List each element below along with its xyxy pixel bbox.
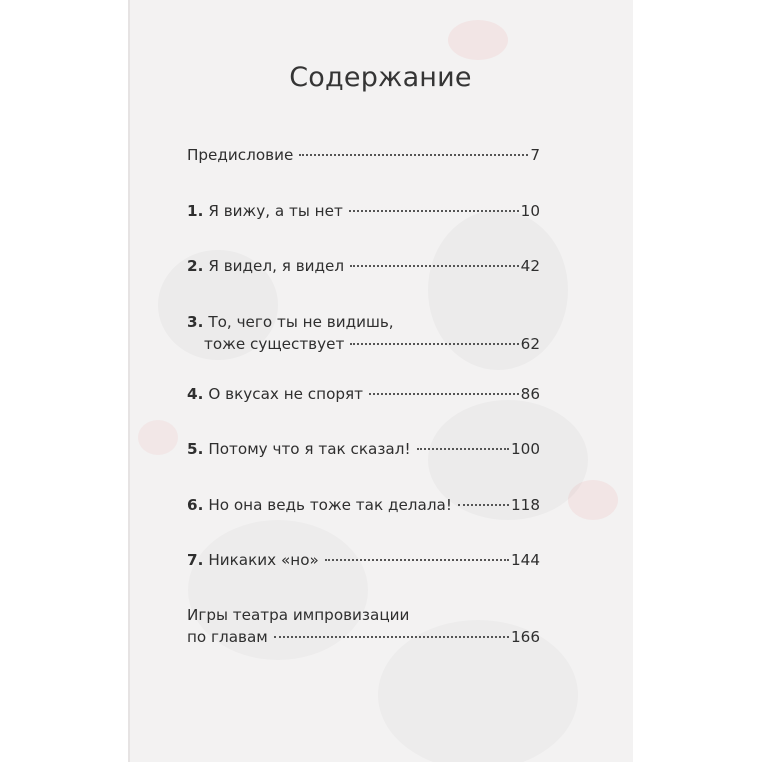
toc-entry-line <box>187 549 540 571</box>
dot-leader <box>349 210 519 212</box>
chapter-number: 1. <box>187 202 204 220</box>
toc-entry <box>187 549 540 571</box>
chapter-number: 3. <box>187 313 204 331</box>
chapter-number: 7. <box>187 551 204 569</box>
toc-entry <box>187 494 540 516</box>
chapter-title: Потому что я так сказал! <box>208 440 411 458</box>
page-number: 86 <box>520 385 540 403</box>
toc-entry <box>187 200 540 222</box>
toc-entry <box>187 438 540 460</box>
toc-entry-line <box>187 311 540 333</box>
toc-entry-line <box>187 494 540 516</box>
chapter-number: 5. <box>187 440 204 458</box>
dot-leader <box>299 154 528 156</box>
page-number: 100 <box>511 440 540 458</box>
toc-entry-line <box>187 200 540 222</box>
chapter-title: тоже существует <box>204 335 345 353</box>
toc-entry <box>187 144 540 166</box>
dot-leader <box>350 265 519 267</box>
toc-entry <box>187 311 540 355</box>
dot-leader <box>417 448 509 450</box>
toc-entry-line <box>187 626 540 648</box>
toc-entry-line <box>187 604 540 626</box>
background-illustration <box>138 420 178 455</box>
chapter-title: О вкусах не спорят <box>208 385 364 403</box>
toc-entry-line <box>187 438 540 460</box>
chapter-title: Я видел, я видел <box>208 257 345 275</box>
toc-entry <box>187 383 540 405</box>
chapter-title: Игры театра импровизации <box>187 606 410 624</box>
dot-leader <box>274 636 509 638</box>
background-illustration <box>448 20 508 60</box>
page-title: Содержание <box>289 62 472 93</box>
dot-leader <box>350 343 518 345</box>
chapter-title: Предисловие <box>187 146 294 164</box>
chapter-number: 2. <box>187 257 204 275</box>
chapter-number: 6. <box>187 496 204 514</box>
toc-entry-line <box>187 255 540 277</box>
dot-leader <box>458 504 509 506</box>
page-number: 10 <box>520 202 540 220</box>
page-number: 118 <box>511 496 540 514</box>
toc-entry <box>187 604 540 648</box>
chapter-title: То, чего ты не видишь, <box>208 313 394 331</box>
page-edge <box>128 0 130 762</box>
toc-entry <box>187 255 540 277</box>
chapter-title: Я вижу, а ты нет <box>208 202 343 220</box>
page-number: 62 <box>520 335 540 353</box>
chapter-title: по главам <box>187 628 268 646</box>
dot-leader <box>369 393 519 395</box>
dot-leader <box>325 559 509 561</box>
chapter-title: Но она ведь тоже так делала! <box>208 496 452 514</box>
chapter-title: Никаких «но» <box>208 551 319 569</box>
toc-entry-line <box>187 333 540 355</box>
chapter-number: 4. <box>187 385 204 403</box>
page-number: 42 <box>520 257 540 275</box>
toc-entry-line <box>187 144 540 166</box>
page-number: 7 <box>530 146 540 164</box>
page-number: 166 <box>511 628 540 646</box>
page-number: 144 <box>511 551 540 569</box>
toc-entry-line <box>187 383 540 405</box>
